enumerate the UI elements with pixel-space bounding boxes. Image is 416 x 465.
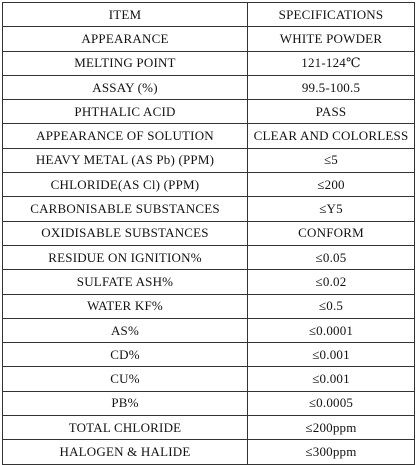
spec-cell: ≤300ppm bbox=[248, 440, 415, 464]
table-row bbox=[3, 148, 415, 172]
table-row bbox=[3, 100, 415, 124]
spec-cell: ≤0.0001 bbox=[248, 318, 415, 342]
item-cell: APPEARANCE OF SOLUTION bbox=[3, 124, 248, 148]
spec-cell: ≤0.02 bbox=[248, 270, 415, 294]
item-cell: MELTING POINT bbox=[3, 51, 248, 75]
item-cell: PHTHALIC ACID bbox=[3, 100, 248, 124]
table-row bbox=[3, 245, 415, 269]
table-row bbox=[3, 173, 415, 197]
spec-cell: ≤0.001 bbox=[248, 367, 415, 391]
item-cell: APPEARANCE bbox=[3, 27, 248, 51]
header-item: ITEM bbox=[3, 3, 248, 27]
item-cell: RESIDUE ON IGNITION% bbox=[3, 245, 248, 269]
table-row bbox=[3, 221, 415, 245]
item-cell: WATER KF% bbox=[3, 294, 248, 318]
spec-cell: CONFORM bbox=[248, 221, 415, 245]
item-cell: PB% bbox=[3, 391, 248, 415]
table-row bbox=[3, 124, 415, 148]
table-row bbox=[3, 75, 415, 99]
spec-cell: ≤5 bbox=[248, 148, 415, 172]
table-row bbox=[3, 343, 415, 367]
spec-cell: ≤0.001 bbox=[248, 343, 415, 367]
table-header-row bbox=[3, 3, 415, 27]
spec-cell: ≤Y5 bbox=[248, 197, 415, 221]
table-row bbox=[3, 318, 415, 342]
item-cell: ASSAY (%) bbox=[3, 75, 248, 99]
item-cell: TOTAL CHLORIDE bbox=[3, 416, 248, 440]
table-row bbox=[3, 51, 415, 75]
item-cell: CHLORIDE(AS Cl) (PPM) bbox=[3, 173, 248, 197]
spec-cell: ≤200ppm bbox=[248, 416, 415, 440]
spec-cell: WHITE POWDER bbox=[248, 27, 415, 51]
spec-cell: 121-124℃ bbox=[248, 51, 415, 75]
table-body bbox=[3, 3, 415, 465]
item-cell: SULFATE ASH% bbox=[3, 270, 248, 294]
item-cell: OXIDISABLE SUBSTANCES bbox=[3, 221, 248, 245]
item-cell: CD% bbox=[3, 343, 248, 367]
item-cell: HEAVY METAL (AS Pb) (PPM) bbox=[3, 148, 248, 172]
item-cell: HALOGEN & HALIDE bbox=[3, 440, 248, 464]
spec-cell: ≤0.0005 bbox=[248, 391, 415, 415]
spec-cell: ≤0.05 bbox=[248, 245, 415, 269]
table-row bbox=[3, 416, 415, 440]
table-row bbox=[3, 391, 415, 415]
table-row bbox=[3, 440, 415, 464]
item-cell: CARBONISABLE SUBSTANCES bbox=[3, 197, 248, 221]
table-row bbox=[3, 367, 415, 391]
item-cell: CU% bbox=[3, 367, 248, 391]
spec-cell: CLEAR AND COLORLESS bbox=[248, 124, 415, 148]
table-row bbox=[3, 197, 415, 221]
item-cell: AS% bbox=[3, 318, 248, 342]
header-specifications: SPECIFICATIONS bbox=[248, 3, 415, 27]
table-row bbox=[3, 294, 415, 318]
spec-cell: PASS bbox=[248, 100, 415, 124]
specifications-table bbox=[2, 2, 415, 465]
table-row bbox=[3, 270, 415, 294]
spec-cell: ≤200 bbox=[248, 173, 415, 197]
spec-cell: ≤0.5 bbox=[248, 294, 415, 318]
spec-cell: 99.5-100.5 bbox=[248, 75, 415, 99]
table-row bbox=[3, 27, 415, 51]
